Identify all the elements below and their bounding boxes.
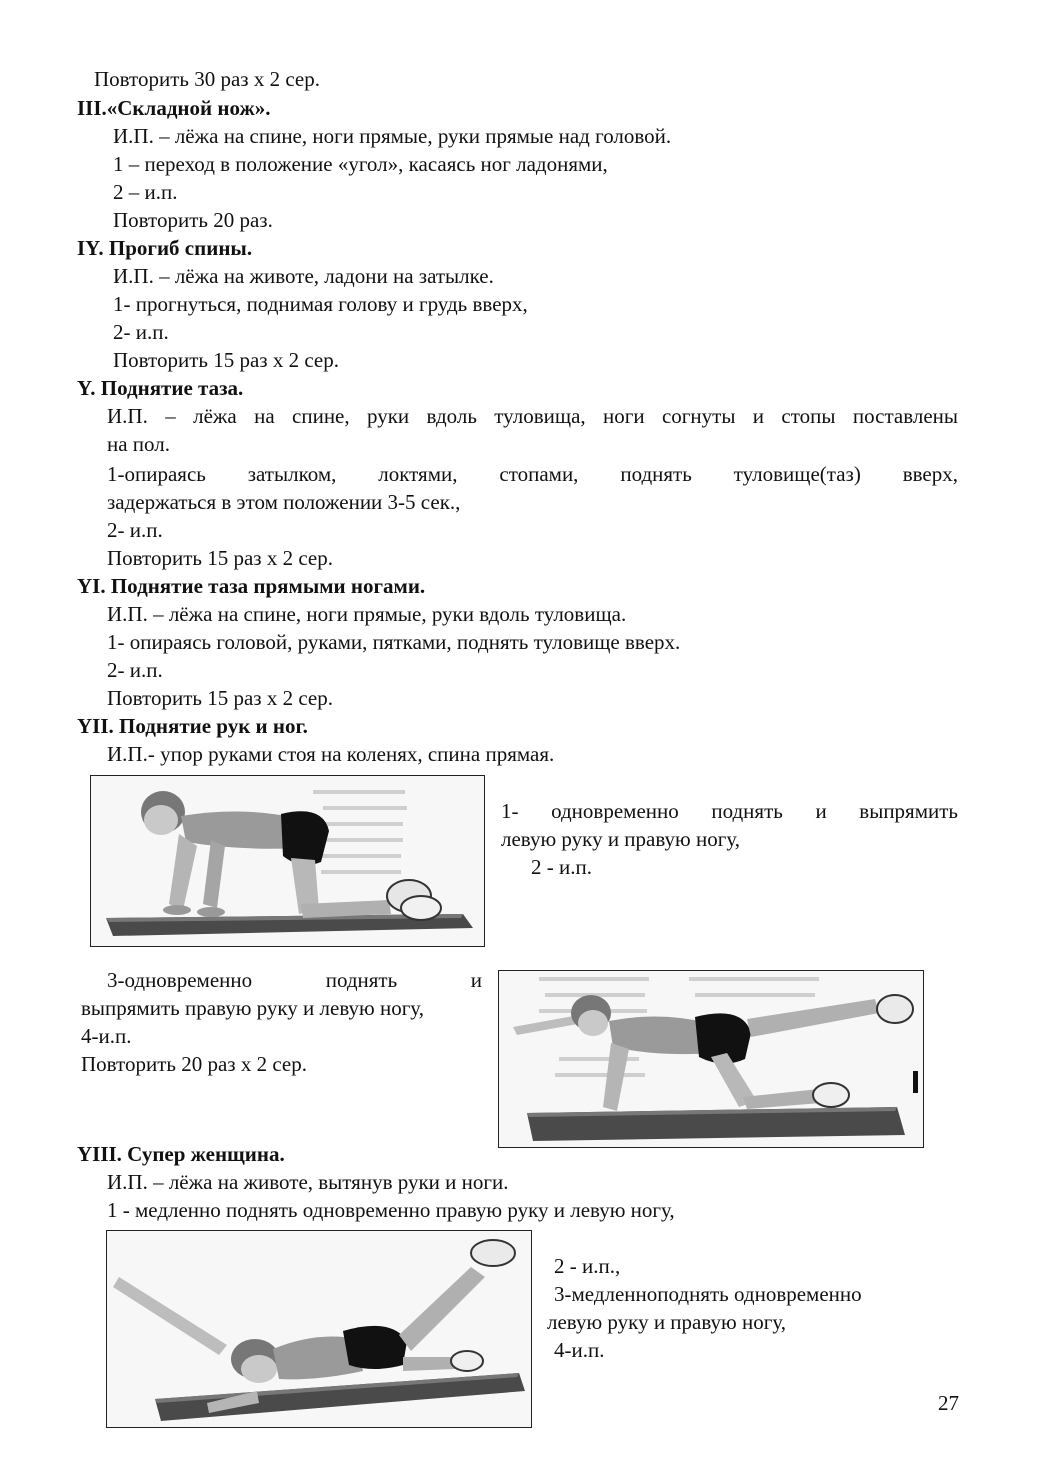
text-line: задержаться в этом положении 3-5 сек., [107, 490, 461, 514]
text-line: Повторить 15 раз х 2 сер. [107, 686, 333, 710]
text-line: 1 - медленно поднять одновременно правую руку и левую ногу, [107, 1198, 675, 1222]
text-line: И.П. – лёжа на спине, ноги прямые, руки прямые над головой. [113, 124, 672, 148]
text-line: Повторить 15 раз х 2 сер. [107, 546, 333, 570]
text-line: Повторить 15 раз х 2 сер. [113, 348, 339, 372]
section-heading: III.«Складной нож». [77, 96, 271, 120]
kneeling-figure-illustration [91, 776, 484, 946]
text-line: выпрямить правую руку и левую ногу, [81, 996, 424, 1020]
exercise-photo-kneeling [90, 775, 485, 947]
section-heading: YIII. Супер женщина. [77, 1142, 285, 1166]
text-line: 2 - и.п., [554, 1254, 621, 1278]
text-line: 1- опираясь головой, руками, пятками, поднять туловище вверх. [107, 630, 681, 654]
text-line: на пол. [107, 432, 170, 456]
text-line: 4-и.п. [81, 1024, 132, 1048]
superwoman-figure-illustration [107, 1231, 531, 1427]
text-line: 1- прогнуться, поднимая голову и грудь вверх, [113, 292, 528, 316]
arm-leg-raise-figure-illustration [499, 971, 923, 1147]
text-line: 3-одновременно поднять и [107, 968, 482, 992]
text-line: 1 – переход в положение «угол», касаясь ног ладонями, [113, 152, 608, 176]
section-heading: YII. Поднятие рук и ног. [77, 714, 308, 738]
text-line: 1- одновременно поднять и выпрямить [501, 799, 958, 823]
text-line: Повторить 30 раз х 2 сер. [94, 67, 320, 91]
text-line: 4-и.п. [554, 1338, 605, 1362]
text-line: И.П. – лёжа на животе, ладони на затылке. [113, 264, 494, 288]
exercise-photo-superwoman [106, 1230, 532, 1428]
page-number: 27 [938, 1391, 959, 1415]
text-line: Повторить 20 раз х 2 сер. [81, 1052, 307, 1076]
exercise-photo-arm-leg-raise [498, 970, 924, 1148]
text-line: 2- и.п. [107, 658, 163, 682]
text-line: 3-медленноподнять одновременно [554, 1282, 862, 1306]
text-line: И.П. – лёжа на спине, руки вдоль туловища, ноги согнуты и стопы поставлены [107, 404, 958, 428]
text-line: 2- и.п. [113, 320, 169, 344]
text-line: И.П.- упор руками стоя на коленях, спина прямая. [107, 742, 555, 766]
text-line: И.П. – лёжа на животе, вытянув руки и ноги. [107, 1170, 509, 1194]
text-line: левую руку и правую ногу, [501, 827, 740, 851]
text-line: 2- и.п. [107, 518, 163, 542]
text-line: Повторить 20 раз. [113, 208, 273, 232]
text-line: И.П. – лёжа на спине, ноги прямые, руки вдоль туловища. [107, 602, 627, 626]
section-heading: Y. Поднятие таза. [77, 376, 244, 400]
text-line: 2 - и.п. [531, 855, 592, 879]
section-heading: YI. Поднятие таза прямыми ногами. [77, 574, 426, 598]
section-heading: IY. Прогиб спины. [77, 236, 253, 260]
text-line: левую руку и правую ногу, [547, 1310, 786, 1334]
text-line: 1-опираясь затылком, локтями, стопами, поднять туловище(таз) вверх, [107, 462, 958, 486]
text-line: 2 – и.п. [113, 180, 178, 204]
